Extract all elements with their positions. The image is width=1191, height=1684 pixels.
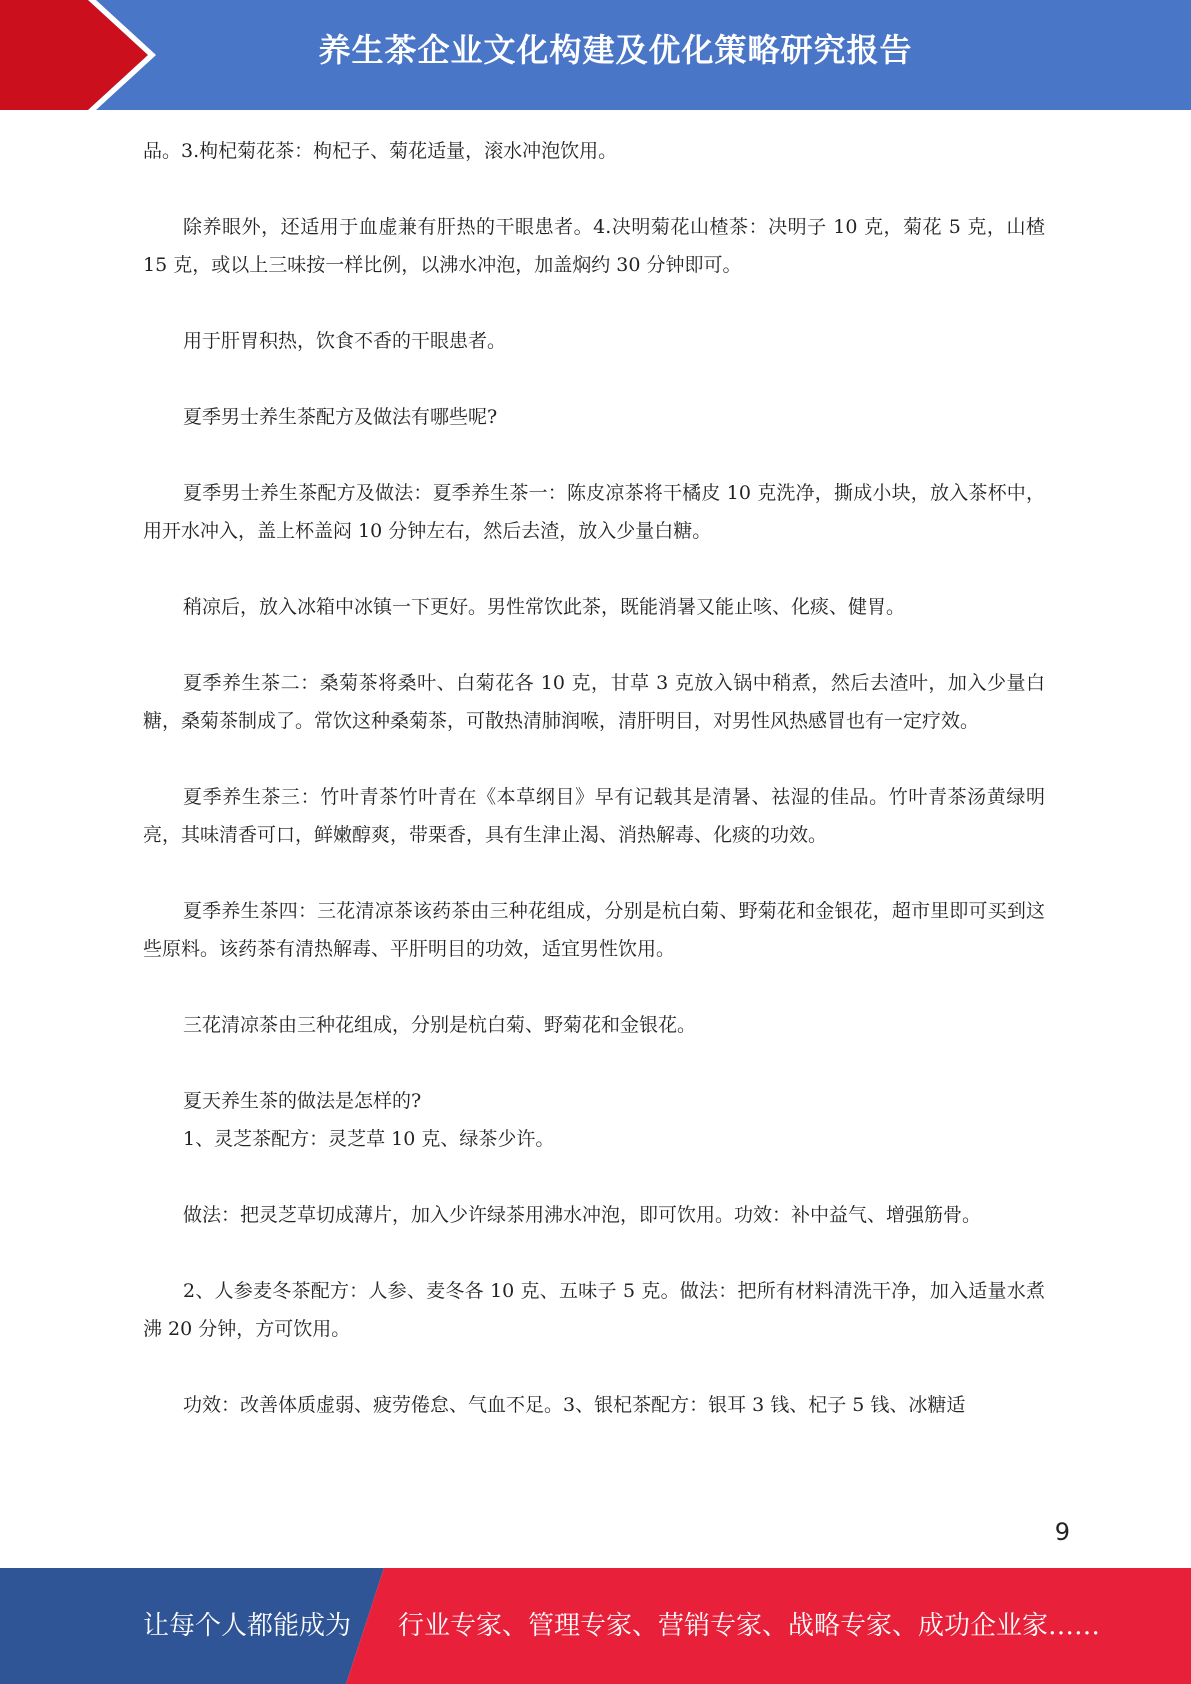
paragraph: 夏天养生茶的做法是怎样的? (183, 1090, 422, 1112)
paragraph: 夏季男士养生茶配方及做法有哪些呢? (183, 406, 498, 428)
paragraph: 除养眼外，还适用于血虚兼有肝热的干眼患者。4.决明菊花山楂茶：决明子 10 克，菊花 5 克，山楂 15 克，或以上三味按一样比例，以沸水冲泡，加盖焖约 30 分钟即可。 (143, 216, 1045, 276)
page-number: 9 (1054, 1518, 1070, 1546)
paragraph: 做法：把灵芝草切成薄片，加入少许绿茶用沸水冲泡，即可饮用。功效：补中益气、增强筋骨。 (183, 1204, 982, 1226)
paragraph: 品。3.枸杞菊花茶：枸杞子、菊花适量，滚水冲泡饮用。 (143, 140, 618, 162)
paragraph: 夏季养生茶四：三花清凉茶该药茶由三种花组成，分别是杭白菊、野菊花和金银花，超市里即可买到这些原料。该药茶有清热解毒、平肝明目的功效，适宜男性饮用。 (143, 900, 1045, 960)
page-header (0, 0, 1191, 110)
paragraph: 夏季男士养生茶配方及做法：夏季养生茶一：陈皮凉茶将干橘皮 10 克洗净，撕成小块，放入茶杯中，用开水冲入，盖上杯盖闷 10 分钟左右，然后去渣，放入少量白糖。 (143, 482, 1045, 542)
paragraph: 1、灵芝茶配方：灵芝草 10 克、绿茶少许。 (183, 1128, 555, 1150)
paragraph: 功效：改善体质虚弱、疲劳倦怠、气血不足。3、银杞茶配方：银耳 3 钱、杞子 5 钱、冰糖适 (183, 1394, 966, 1416)
page-footer (0, 1568, 1191, 1684)
paragraph: 夏季养生茶二：桑菊茶将桑叶、白菊花各 10 克，甘草 3 克放入锅中稍煮，然后去渣叶，加入少量白糖，桑菊茶制成了。常饮这种桑菊茶，可散热清肺润喉，清肝明目，对男性风热感冒也有一定疗效。 (143, 672, 1045, 732)
report-title: 养生茶企业文化构建及优化策略研究报告 (318, 31, 913, 69)
paragraph: 三花清凉茶由三种花组成，分别是杭白菊、野菊花和金银花。 (183, 1014, 697, 1036)
footer-slogan-right: 行业专家、管理专家、营销专家、战略专家、成功企业家…… (398, 1611, 1101, 1641)
document-body (143, 132, 1045, 1424)
paragraph: 用于肝胃积热，饮食不香的干眼患者。 (183, 330, 507, 352)
paragraph: 夏季养生茶三：竹叶青茶竹叶青在《本草纲目》早有记载其是清暑、祛湿的佳品。竹叶青茶汤黄绿明亮，其味清香可口，鲜嫩醇爽，带栗香，具有生津止渴、消热解毒、化痰的功效。 (143, 786, 1045, 846)
paragraph: 2、人参麦冬茶配方：人参、麦冬各 10 克、五味子 5 克。做法：把所有材料清洗干净，加入适量水煮沸 20 分钟，方可饮用。 (143, 1280, 1045, 1340)
footer-slogan-left: 让每个人都能成为 (143, 1611, 352, 1641)
paragraph: 稍凉后，放入冰箱中冰镇一下更好。男性常饮此茶，既能消暑又能止咳、化痰、健胃。 (183, 596, 906, 618)
